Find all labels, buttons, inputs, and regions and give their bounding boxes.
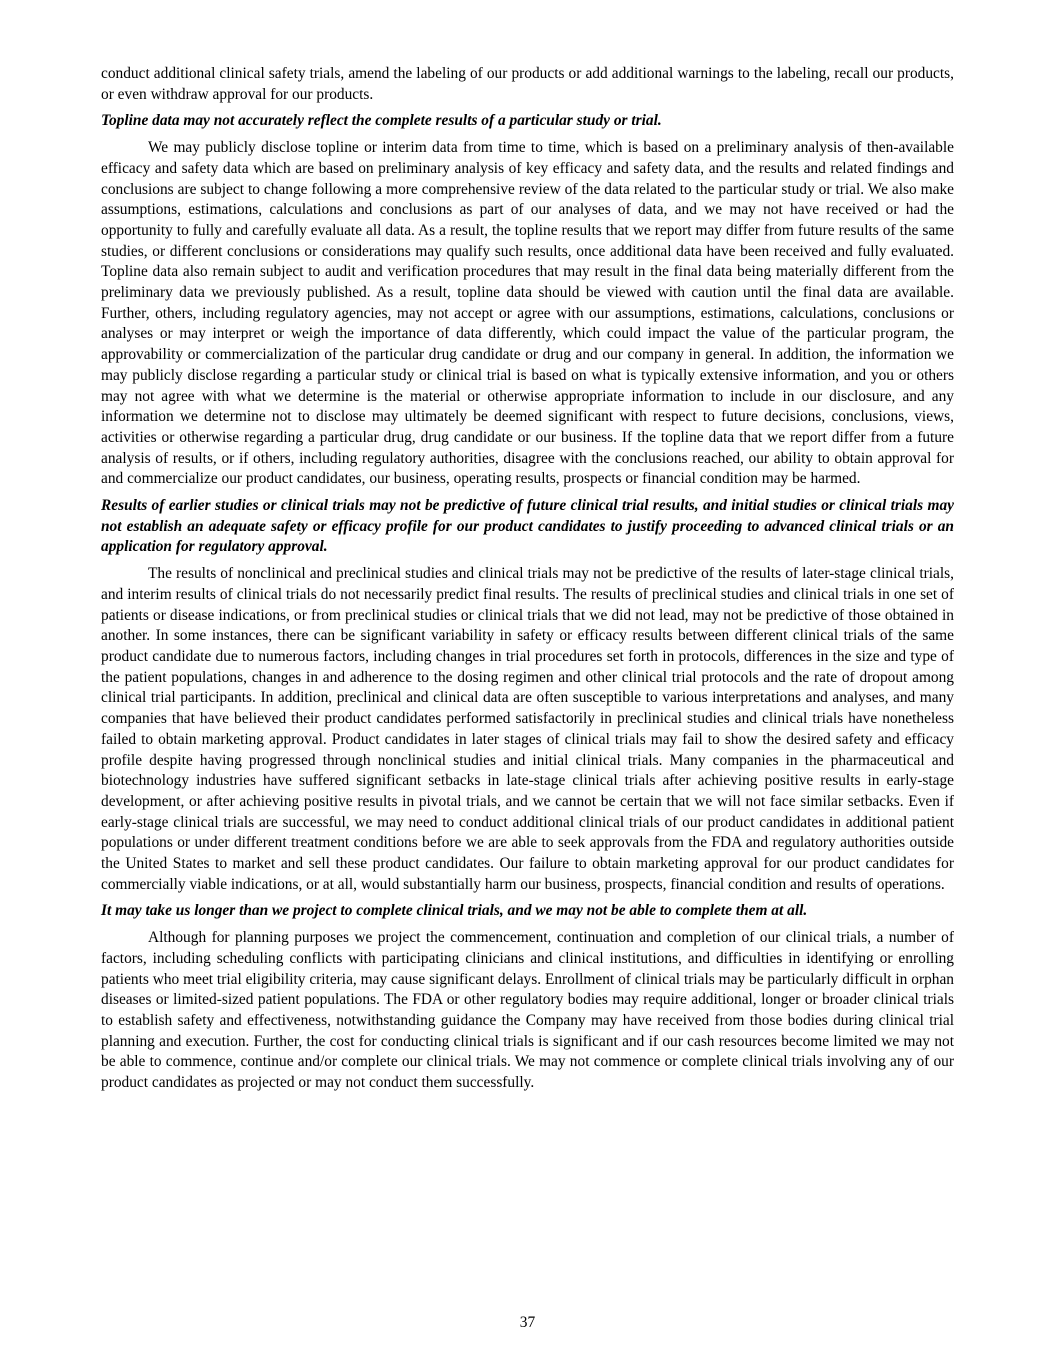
section-heading-trial-delays: It may take us longer than we project to complete clinical trials, and we may not be able to complete them at all. (101, 902, 808, 920)
document-page (101, 64, 954, 1100)
continuation-paragraph: conduct additional clinical safety trials, amend the labeling of our products or add additional warnings to the labeling, recall our products, or even withdraw approval for our products. (101, 65, 954, 103)
body-paragraph-trial-delays: Although for planning purposes we project the commencement, continuation and completion of our clinical trials, a number of factors, including scheduling conflicts with participating clinicians and clinical institutions, and difficulties in identifying or enrolling patients who meet trial eligibility criteria, may cause significant delays. Enrollment of clinical trials may be particularly difficult in orphan diseases or limited-sized patient populations. The FDA or other regulatory bodies may require additional, longer or broader clinical trials to establish safety and effectiveness, notwithstanding guidance the Company may have received from those bodies during clinical trial planning and execution. Further, the cost for conducting clinical trials is significant and if our cash resources become limited we may not be able to commence, continue and/or complete our clinical trials. We may not commence or complete clinical trials involving any of our product candidates as projected or may not conduct them successfully. (101, 929, 954, 1092)
section-heading-topline-data: Topline data may not accurately reflect the complete results of a particular study or trial. (101, 112, 662, 130)
body-paragraph-earlier-studies: The results of nonclinical and preclinical studies and clinical trials may not be predictive of the results of later-stage clinical trials, and interim results of clinical trials do not necessarily predict final results. The results of preclinical studies and clinical trials in one set of patients or disease indications, or from preclinical studies or clinical trials that we did not lead, may not be predictive of those obtained in another. In some instances, there can be significant variability in safety or efficacy results between different clinical trials of the same product candidate due to numerous factors, including changes in trial procedures set forth in protocols, differences in the size and type of the patient populations, changes in and adherence to the dosing regimen and other clinical trial protocols and the rate of dropout among clinical trial participants. In addition, preclinical and clinical data are often susceptible to various interpretations and analyses, and many companies that have believed their product candidates performed satisfactorily in preclinical studies and clinical trials have nonetheless failed to obtain marketing approval. Product candidates in later stages of clinical trials may fail to show the desired safety and efficacy profile despite having progressed through nonclinical studies and initial clinical trials. Many companies in the pharmaceutical and biotechnology industries have suffered significant setbacks in late-stage clinical trials after achieving positive results in early-stage development, or after achieving positive results in pivotal trials, and we cannot be certain that we will not face similar setbacks. Even if early-stage clinical trials are successful, we may need to conduct additional clinical trials of our product candidates in additional patient populations or under different treatment conditions before we are able to seek approvals from the FDA and regulatory authorities outside the United States to market and sell these product candidates. Our failure to obtain marketing approval for our product candidates for commercially viable indications, or at all, would substantially harm our business, prospects, financial condition and results of operations. (101, 565, 954, 893)
body-paragraph-topline-data: We may publicly disclose topline or interim data from time to time, which is based on a preliminary analysis of then-available efficacy and safety data which are based on preliminary analysis of key efficacy and safety data, and the results and related findings and conclusions are subject to change following a more comprehensive review of the data related to the particular study or trial. We also make assumptions, estimations, calculations and conclusions as part of our analyses of data, and we may not have received or had the opportunity to fully and carefully evaluate all data. As a result, the topline results that we report may differ from future results of the same studies, or different conclusions or considerations may qualify such results, once additional data have been received and fully evaluated. Topline data also remain subject to audit and verification procedures that may result in the final data being materially different from the preliminary data we previously published. As a result, topline data should be viewed with caution until the final data are available. Further, others, including regulatory agencies, may not accept or agree with our assumptions, estimations, calculations, conclusions or analyses or may interpret or weigh the importance of data differently, which could impact the value of the particular program, the approvability or commercialization of the particular drug candidate or drug and our company in general. In addition, the information we may publicly disclose regarding a particular study or clinical trial is based on what is typically extensive information, and you or others may not agree with what we determine is the material or otherwise appropriate information to include in our disclosure, and any information we determine not to disclose may ultimately be deemed significant with respect to future decisions, conclusions, views, activities or otherwise regarding a particular drug, drug candidate or our business. If the topline data that we report differ from a future analysis of results, or if others, including regulatory authorities, disagree with the conclusions reached, our ability to obtain approval for and commercialize our product candidates, our business, operating results, prospects or financial condition may be harmed. (101, 139, 954, 488)
section-heading-earlier-studies: Results of earlier studies or clinical trials may not be predictive of future clinical trial results, and initial studies or clinical trials may not establish an adequate safety or efficacy profile for our product candidates to justify proceeding to advanced clinical trials or an application for regulatory approval. (101, 497, 954, 556)
page-number: 37 (519, 1314, 536, 1331)
